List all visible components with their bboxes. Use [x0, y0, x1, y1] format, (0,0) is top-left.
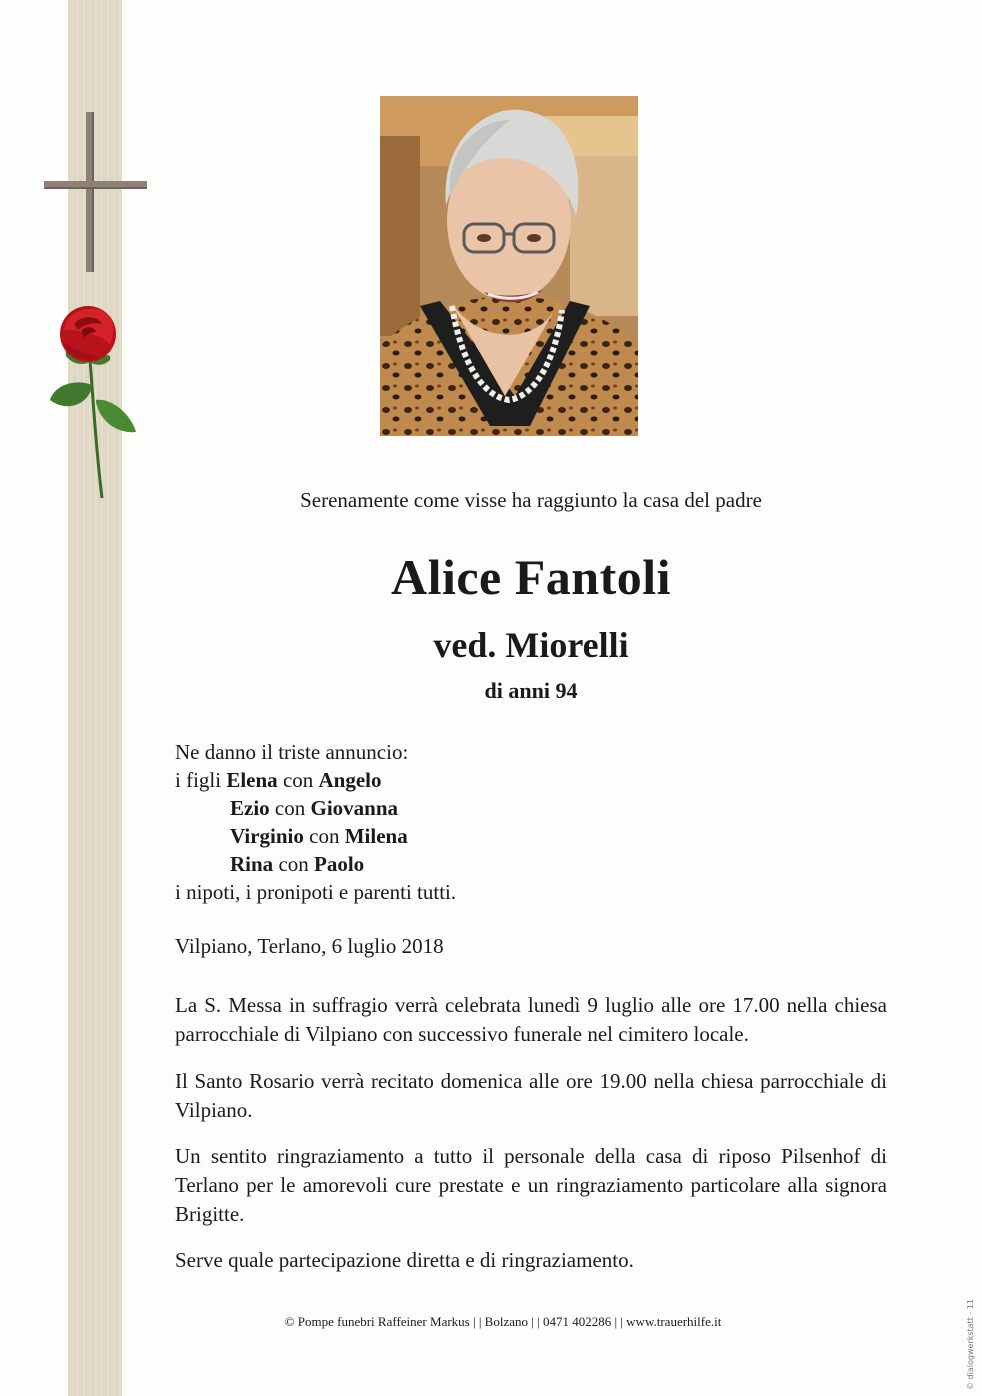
child-name: Ezio — [230, 796, 270, 820]
child-name: Rina — [230, 852, 274, 876]
thanks-paragraph: Un sentito ringraziamento a tutto il personale della casa di riposo Pilsenhof di Terlano per le amorevoli cure prestate e un ringraziamento particolare alla signora Brigitte. — [175, 1144, 887, 1226]
child-row — [175, 766, 456, 794]
partner-name: Milena — [344, 824, 408, 848]
child-row — [175, 822, 456, 850]
deceased-name: Alice Fantoli — [390, 549, 672, 605]
age: di anni 94 — [484, 678, 578, 703]
married-name: ved. Miorelli — [433, 625, 629, 665]
rosary-paragraph: Il Santo Rosario verrà recitato domenica alle ore 19.00 nella chiesa parrocchiale di Vilpiano. — [175, 1069, 887, 1122]
conjunction: con — [274, 796, 306, 820]
subtitle: Serenamente come visse ha raggiunto la casa del padre — [300, 488, 762, 512]
portrait-photo — [380, 96, 638, 436]
mass-paragraph: La S. Messa in suffragio verrà celebrata lunedì 9 luglio alle ore 17.00 nella chiesa parrocchiale di Vilpiano con successivo funerale nel cimitero locale. — [175, 993, 887, 1046]
children-prefix: i figli — [175, 768, 222, 792]
partner-name: Giovanna — [310, 796, 399, 820]
child-name: Elena — [226, 768, 278, 792]
announcement — [175, 738, 456, 906]
footer-credits: © Pompe funebri Raffeiner Markus | | Bolzano | | 0471 402286 | | www.trauerhilfe.it — [284, 1314, 722, 1329]
closing-paragraph: Serve quale partecipazione diretta e di ringraziamento. — [175, 1248, 634, 1272]
side-code: © dialogwerkstatt - 11 — [966, 1299, 975, 1390]
partner-name: Paolo — [314, 852, 365, 876]
child-name: Virginio — [230, 824, 304, 848]
conjunction: con — [278, 852, 309, 876]
child-row — [175, 794, 456, 822]
cross-icon — [30, 108, 150, 278]
partner-name: Angelo — [318, 768, 382, 792]
red-rose-icon — [44, 300, 144, 505]
announcement-intro: Ne danno il triste annuncio: — [175, 740, 409, 764]
child-row — [175, 850, 456, 878]
conjunction: con — [282, 768, 314, 792]
other-relatives: i nipoti, i pronipoti e parenti tutti. — [175, 880, 457, 904]
place-date: Vilpiano, Terlano, 6 luglio 2018 — [175, 934, 444, 958]
conjunction: con — [309, 824, 340, 848]
